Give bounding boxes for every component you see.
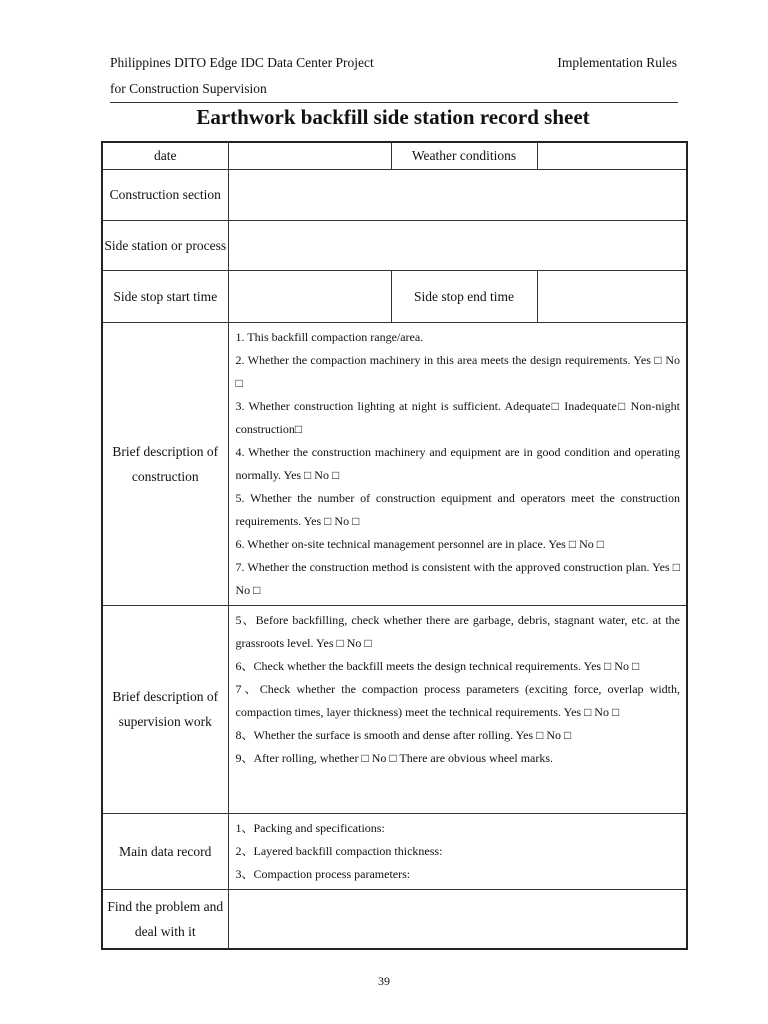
- construction-item: 3. Whether construction lighting at night is sufficient. Adequate□ Inadequate□ Non-night construction□: [235, 398, 680, 436]
- construction-item: 1. This backfill compaction range/area.: [235, 329, 424, 344]
- problem-field[interactable]: [228, 889, 687, 949]
- construction-item: 2. Whether the compaction machinery in this area meets the design requirements. Yes □ No □: [235, 352, 680, 390]
- supervision-description-content: [228, 605, 687, 813]
- main-data-item: 3、Compaction process parameters:: [235, 866, 411, 881]
- supervision-item: 7、Check whether the compaction process parameters (exciting force, overlap width, compaction times, layer thickness) meet the technical requirements. Yes □ No □: [235, 681, 680, 719]
- start-time-label: Side stop start time: [102, 270, 228, 322]
- page-number: 39: [378, 974, 390, 988]
- problem-label: Find the problem and deal with it: [102, 889, 228, 949]
- side-station-label: Side station or process: [102, 220, 228, 270]
- date-field[interactable]: [228, 142, 391, 169]
- main-data-content: [228, 813, 687, 889]
- main-data-item: 1、Packing and specifications:: [235, 820, 385, 835]
- document-type: Implementation Rules: [557, 55, 677, 70]
- side-station-field[interactable]: [228, 220, 687, 270]
- weather-field[interactable]: [537, 142, 687, 169]
- construction-item: 4. Whether the construction machinery and equipment are in good condition and operating normally. Yes □ No □: [235, 444, 680, 482]
- record-sheet-table: [101, 141, 688, 950]
- page-title: Earthwork backfill side station record sheet: [196, 105, 590, 129]
- supervision-description-label: Brief description of supervision work: [102, 605, 228, 813]
- weather-label: Weather conditions: [391, 142, 537, 169]
- end-time-field[interactable]: [537, 270, 687, 322]
- page-header: [110, 50, 677, 102]
- construction-item: 7. Whether the construction method is consistent with the approved construction plan. Yes □ No □: [235, 559, 680, 597]
- start-time-field[interactable]: [228, 270, 391, 322]
- project-name: Philippines DITO Edge IDC Data Center Project: [110, 55, 374, 70]
- supervision-item: 5、Before backfilling, check whether there are garbage, debris, stagnant water, etc. at the grassroots level. Yes □ No □: [235, 612, 680, 650]
- supervision-item: 6、Check whether the backfill meets the design technical requirements. Yes □ No □: [235, 658, 640, 673]
- main-data-label: Main data record: [102, 813, 228, 889]
- construction-item: 6. Whether on-site technical management personnel are in place. Yes □ No □: [235, 536, 604, 551]
- main-data-item: 2、Layered backfill compaction thickness:: [235, 843, 443, 858]
- construction-item: 5. Whether the number of construction equipment and operators meet the construction requirements. Yes □ No □: [235, 490, 680, 528]
- project-name-continued: for Construction Supervision: [110, 81, 267, 96]
- end-time-label: Side stop end time: [391, 270, 537, 322]
- construction-description-content: [228, 322, 687, 605]
- date-label: date: [102, 142, 228, 169]
- supervision-item: 8、Whether the surface is smooth and dense after rolling. Yes □ No □: [235, 727, 572, 742]
- supervision-item: 9、After rolling, whether □ No □ There are obvious wheel marks.: [235, 750, 554, 765]
- construction-section-label: Construction section: [102, 169, 228, 220]
- construction-section-field[interactable]: [228, 169, 687, 220]
- construction-description-label: Brief description of construction: [102, 322, 228, 605]
